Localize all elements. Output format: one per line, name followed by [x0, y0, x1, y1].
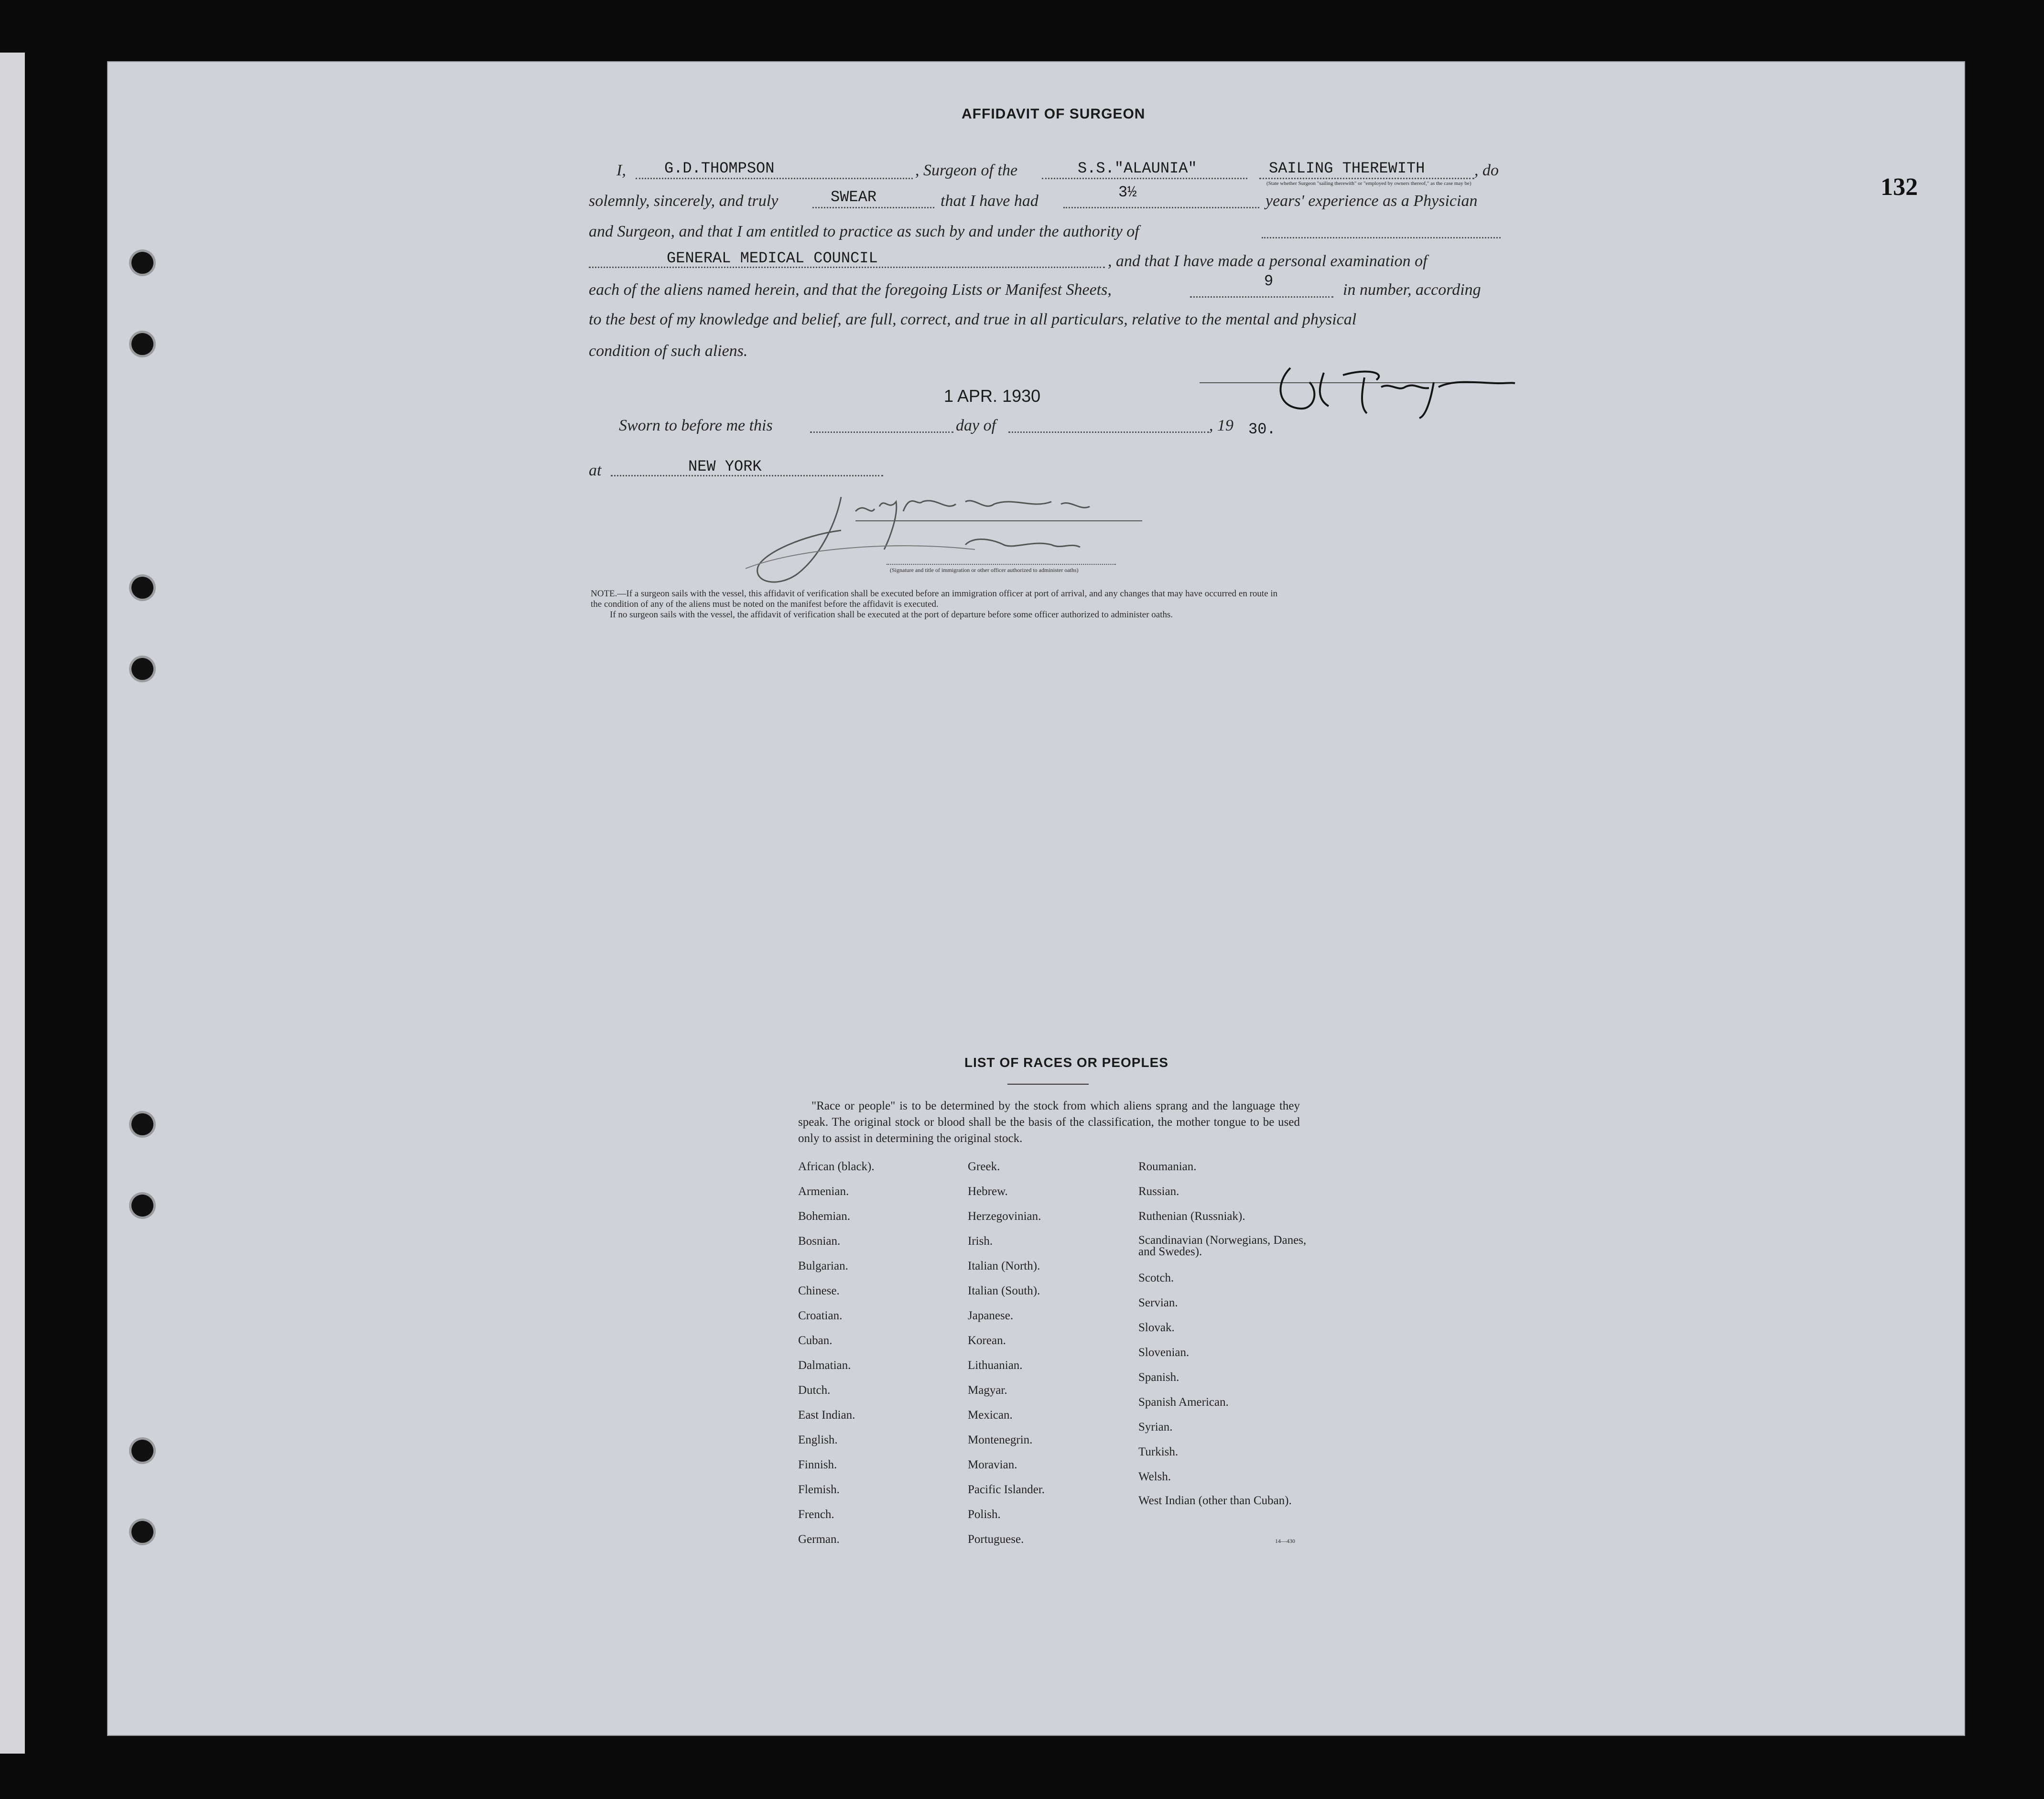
race-item: Dalmatian. — [798, 1359, 851, 1372]
race-item: Finnish. — [798, 1458, 837, 1471]
binder-hole — [131, 1113, 153, 1135]
race-item: Chinese. — [798, 1284, 840, 1297]
race-item: Mexican. — [968, 1409, 1013, 1422]
binder-hole — [131, 333, 153, 355]
race-item: Slovak. — [1138, 1321, 1175, 1334]
race-item: Armenian. — [798, 1185, 849, 1198]
race-item: Scandinavian (Norwegians, Danes, and Swedes). — [1138, 1234, 1307, 1258]
races-column-1 — [798, 1160, 875, 1558]
races-title: LIST OF RACES OR PEOPLES — [964, 1055, 1168, 1070]
affidavit-line4-end: , and that I have made a personal examination of — [1108, 252, 1428, 270]
race-item: Magyar. — [968, 1384, 1007, 1397]
race-item: Spanish American. — [1138, 1396, 1229, 1409]
date-stamp: 1 APR. 1930 — [944, 386, 1041, 406]
race-item: Italian (North). — [968, 1260, 1040, 1272]
race-item: Montenegrin. — [968, 1433, 1033, 1446]
race-item: Spanish. — [1138, 1371, 1179, 1384]
officer-signature — [746, 483, 1157, 592]
affidavit-line2-mid: that I have had — [941, 192, 1038, 210]
affidavit-line2-end: years' experience as a Physician — [1265, 192, 1478, 210]
race-item: Roumanian. — [1138, 1160, 1197, 1173]
race-item: Flemish. — [798, 1483, 840, 1496]
affidavit-line1-start: I, — [616, 162, 626, 179]
authority-field: GENERAL MEDICAL COUNCIL — [667, 249, 878, 267]
race-item: Slovenian. — [1138, 1346, 1190, 1359]
sworn-mid: day of — [956, 417, 996, 434]
race-item: Bohemian. — [798, 1210, 851, 1223]
race-item: Syrian. — [1138, 1421, 1173, 1433]
surgeon-status-note: (State whether Surgeon "sailing therewith" or "employed by owners thereof," as the case may be) — [1266, 181, 1471, 186]
affidavit-line7: condition of such aliens. — [589, 342, 748, 360]
form-number: 14—430 — [1275, 1538, 1295, 1544]
race-item: Herzegovinian. — [968, 1210, 1041, 1223]
race-item: Japanese. — [968, 1309, 1014, 1322]
affidavit-line1-mid: , Surgeon of the — [915, 162, 1018, 179]
race-item: Greek. — [968, 1160, 1000, 1173]
surgeon-signature — [1271, 354, 1520, 420]
races-intro: "Race or people" is to be determined by the stock from which aliens sprang and the language they speak. The original stock or blood shall be the basis of the classification, the mother tongue to be used only to assist in determining the original stock. — [798, 1099, 1300, 1145]
race-item: Bulgarian. — [798, 1260, 848, 1272]
race-item: Welsh. — [1138, 1470, 1171, 1483]
race-item: Ruthenian (Russniak). — [1138, 1210, 1245, 1223]
note-line-2: the condition of any of the aliens must be noted on the manifest before the affidavit is executed. — [591, 599, 939, 609]
note-line-1: NOTE.—If a surgeon sails with the vessel, this affidavit of verification shall be executed before an immigration officer at port of arrival, and any changes that may have occurred en route in — [591, 589, 1278, 599]
binder-hole — [131, 1440, 153, 1462]
years-experience-field: 3½ — [1118, 183, 1137, 201]
races-column-2 — [968, 1160, 1045, 1558]
race-item: Portuguese. — [968, 1533, 1024, 1546]
race-item: Irish. — [968, 1235, 993, 1248]
race-item: Korean. — [968, 1334, 1006, 1347]
surgeon-status-field: SAILING THEREWITH — [1269, 160, 1425, 177]
races-title-rule — [1007, 1084, 1089, 1085]
sworn-year-field: 30. — [1248, 420, 1276, 438]
race-item: West Indian (other than Cuban). — [1138, 1494, 1292, 1507]
affidavit-line2-start: solemnly, sincerely, and truly — [589, 192, 779, 210]
ship-name-field: S.S."ALAUNIA" — [1078, 160, 1197, 177]
race-item: Moravian. — [968, 1458, 1017, 1471]
race-item: Scotch. — [1138, 1271, 1174, 1284]
race-item: African (black). — [798, 1160, 875, 1173]
binder-hole — [131, 658, 153, 680]
race-item: Croatian. — [798, 1309, 843, 1322]
sworn-year-prefix: , 19 — [1209, 417, 1233, 434]
race-item: Hebrew. — [968, 1185, 1008, 1198]
place-field: NEW YORK — [688, 458, 762, 475]
officer-caption: (Signature and title of immigration or other officer authorized to administer oaths) — [890, 567, 1079, 573]
oath-field: SWEAR — [831, 188, 877, 206]
race-item: Servian. — [1138, 1296, 1178, 1309]
race-item: Russian. — [1138, 1185, 1179, 1198]
binder-hole — [131, 252, 153, 274]
race-item: French. — [798, 1508, 834, 1521]
surgeon-name-field: G.D.THOMPSON — [664, 160, 775, 177]
race-item: Italian (South). — [968, 1284, 1040, 1297]
binder-hole — [131, 1195, 153, 1217]
affidavit-line5-start: each of the aliens named herein, and that the foregoing Lists or Manifest Sheets, — [589, 281, 1112, 299]
binder-hole — [131, 1521, 153, 1543]
affidavit-title: AFFIDAVIT OF SURGEON — [962, 106, 1146, 122]
race-item: East Indian. — [798, 1409, 855, 1422]
race-item: English. — [798, 1433, 838, 1446]
races-column-3 — [1138, 1160, 1310, 1532]
race-item: Turkish. — [1138, 1445, 1179, 1458]
race-item: Lithuanian. — [968, 1359, 1023, 1372]
at-label: at — [589, 462, 602, 479]
sworn-start: Sworn to before me this — [619, 417, 773, 434]
affidavit-line1-end: , do — [1474, 162, 1499, 179]
race-item: Cuban. — [798, 1334, 833, 1347]
affidavit-line6: to the best of my knowledge and belief, are full, correct, and true in all particulars, relative to the mental and physical — [589, 311, 1357, 328]
race-item: Dutch. — [798, 1384, 831, 1397]
race-item: Pacific Islander. — [968, 1483, 1045, 1496]
page-number: 132 — [1881, 173, 1918, 201]
affidavit-line5-end: in number, according — [1343, 281, 1481, 299]
manifest-sheets-number-field: 9 — [1264, 272, 1274, 290]
adjacent-page-strip — [0, 53, 25, 1754]
race-item: Bosnian. — [798, 1235, 841, 1248]
binder-hole — [131, 577, 153, 599]
race-item: Polish. — [968, 1508, 1001, 1521]
note-line-3: If no surgeon sails with the vessel, the affidavit of verification shall be executed at the port of departure before some officer authorized to administer oaths. — [610, 610, 1173, 620]
race-item: German. — [798, 1533, 840, 1546]
affidavit-line3: and Surgeon, and that I am entitled to practice as such by and under the authority of — [589, 223, 1139, 240]
